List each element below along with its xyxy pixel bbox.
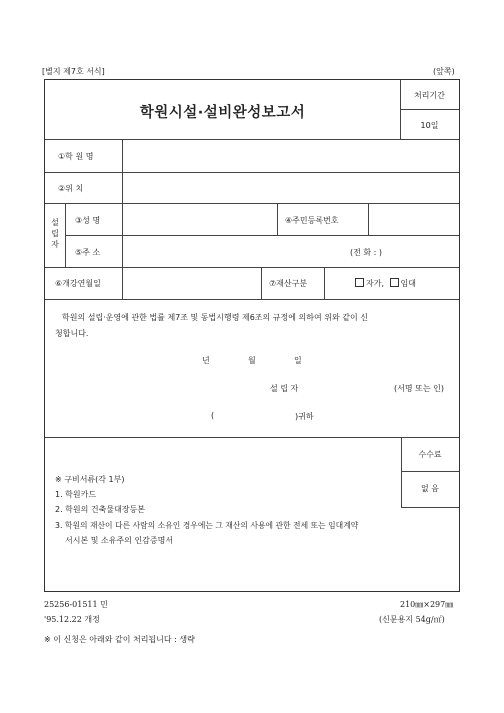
recipient-open-paren: ( (211, 411, 215, 420)
page-title: 학원시설·설비완성보고서 (139, 105, 306, 121)
divider (401, 507, 459, 508)
date-day-label: 일 (294, 356, 302, 365)
academy-name-label: ①학 원 명 (58, 152, 94, 161)
founder-name-field[interactable] (123, 204, 276, 234)
divider (400, 109, 459, 110)
property-type-label: ⑦재산구분 (269, 279, 308, 288)
date-year-label: 년 (202, 356, 210, 365)
paper-size: 210㎜×297㎜ (400, 600, 454, 609)
property-options (355, 278, 416, 289)
resident-number-label: ④주민등록번호 (285, 216, 339, 225)
opening-date-label: ⑥개강연월일 (55, 279, 101, 288)
applicant-label: 설 립 자 (270, 384, 299, 393)
signature-label[interactable]: (서명 또는 인) (394, 384, 444, 393)
divider (324, 267, 325, 299)
form-code: 25256-01511 민 (44, 600, 108, 609)
processing-note: ※ 이 신청은 아래와 같이 처리됩니다 : 생략 (44, 635, 195, 644)
own-option-label: 자가, (366, 279, 384, 288)
divider (65, 203, 66, 267)
divider (45, 437, 459, 438)
document-item-continued: 서시본 및 소유주의 인감증명서 (65, 536, 174, 545)
paper-spec: (신문용지 54g/㎡) (379, 615, 445, 624)
revision-date: '95.12.22 개정 (44, 615, 100, 624)
rent-option-label: 임대 (400, 279, 417, 288)
document-item: 3. 학원의 재산이 다른 사람의 소유인 경우에는 그 재산의 사용에 관한 전세 또는 임대계약 (55, 521, 359, 530)
document-item: 1. 학원카드 (55, 490, 97, 499)
page-side-label: (앞쪽) (433, 67, 455, 76)
date-month-label: 월 (248, 356, 256, 365)
form-number-label: [별지 제7호 서식] (42, 67, 105, 76)
document-item: 2. 학원의 건축물대장등본 (55, 505, 145, 514)
location-field[interactable] (123, 173, 459, 202)
phone-field[interactable]: (전 화 : ) (350, 248, 383, 257)
address-label: ⑤주 소 (75, 248, 101, 257)
statement-line-2: 청합니다. (55, 329, 89, 338)
location-label: ②위 치 (58, 184, 84, 193)
divider (401, 471, 459, 472)
resident-number-field[interactable] (369, 204, 459, 234)
divider (45, 299, 459, 300)
recipient-label: )귀하 (295, 412, 314, 421)
required-documents-heading: ※ 구비서류(각 1부) (55, 475, 125, 484)
processing-period-label: 처리기간 (414, 91, 445, 100)
report-form (44, 79, 460, 592)
fee-value: 없 음 (421, 484, 439, 493)
academy-name-field[interactable] (123, 140, 459, 171)
opening-date-field[interactable] (123, 268, 260, 298)
rent-checkbox[interactable] (390, 278, 399, 287)
divider (401, 437, 402, 507)
divider (277, 203, 278, 235)
founder-name-label: ③성 명 (75, 216, 101, 225)
statement-line-1: 학원의 설립·운영에 관한 법률 제7조 및 동법시행령 제6조의 규정에 의하여 위와 같이 신 (62, 313, 368, 322)
founder-group-label: 설립자 (51, 218, 59, 249)
divider (261, 267, 262, 299)
own-checkbox[interactable] (355, 278, 364, 287)
fee-label: 수수료 (418, 450, 442, 459)
processing-period-value: 10일 (420, 121, 439, 130)
